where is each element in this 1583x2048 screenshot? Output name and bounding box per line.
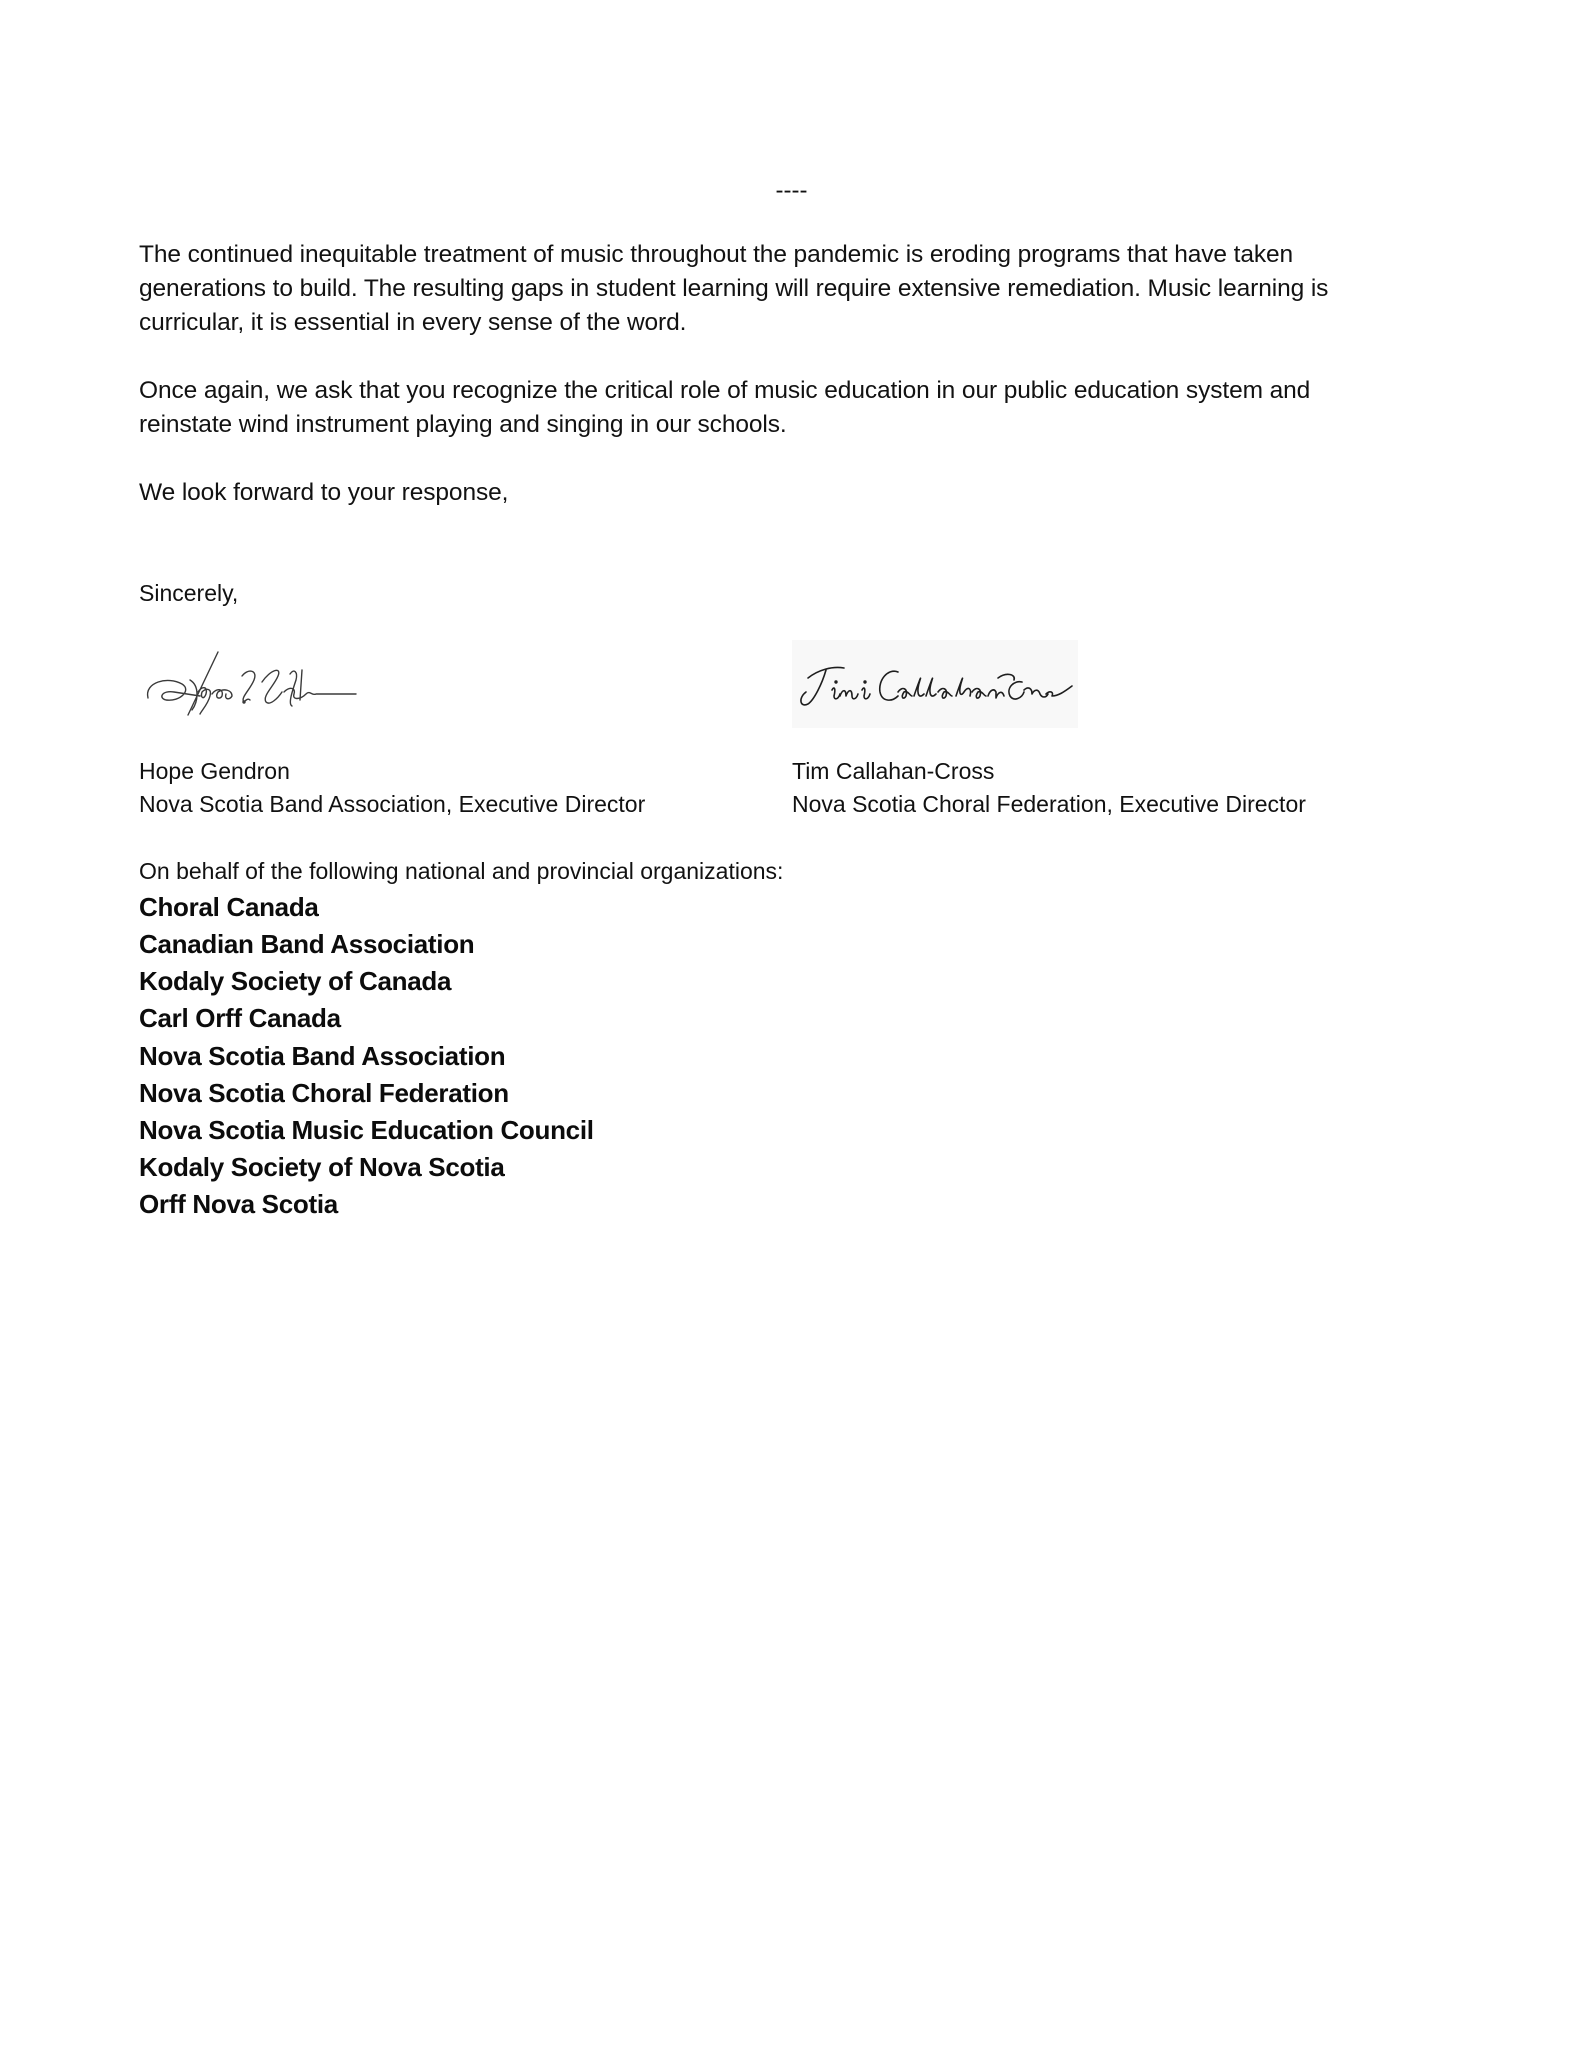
signatory-name: Tim Callahan-Cross <box>792 758 995 784</box>
organization-item: Orff Nova Scotia <box>139 1189 338 1219</box>
organization-item: Nova Scotia Band Association <box>139 1041 506 1071</box>
paragraph-line: generations to build. The resulting gaps in student learning will require extensive remediation. Music learning is <box>139 275 1329 302</box>
signature-tim-callahan-cross <box>792 640 1078 728</box>
paragraph-line: curricular, it is essential in every sense of the word. <box>139 309 687 336</box>
signatory-title: Nova Scotia Choral Federation, Executive Director <box>792 791 1306 817</box>
paragraph-line: reinstate wind instrument playing and singing in our schools. <box>139 411 787 438</box>
paragraph-line: The continued inequitable treatment of music throughout the pandemic is eroding programs that have taken <box>139 241 1294 268</box>
paragraph-line: We look forward to your response, <box>139 479 509 506</box>
organization-item: Canadian Band Association <box>139 929 475 959</box>
organization-item: Choral Canada <box>139 892 319 922</box>
signatory-title: Nova Scotia Band Association, Executive Director <box>139 791 646 817</box>
section-separator: ---- <box>775 177 808 204</box>
closing: Sincerely, <box>139 580 239 606</box>
signature-hope-gendron <box>140 640 370 725</box>
paragraph-line: Once again, we ask that you recognize the critical role of music education in our public education system and <box>139 377 1311 404</box>
organization-item: Nova Scotia Music Education Council <box>139 1115 594 1145</box>
organizations-intro: On behalf of the following national and provincial organizations: <box>139 858 784 884</box>
organization-item: Kodaly Society of Canada <box>139 966 452 996</box>
organization-item: Kodaly Society of Nova Scotia <box>139 1152 505 1182</box>
signatory-name: Hope Gendron <box>139 758 290 784</box>
organization-item: Carl Orff Canada <box>139 1003 341 1033</box>
organization-item: Nova Scotia Choral Federation <box>139 1078 509 1108</box>
